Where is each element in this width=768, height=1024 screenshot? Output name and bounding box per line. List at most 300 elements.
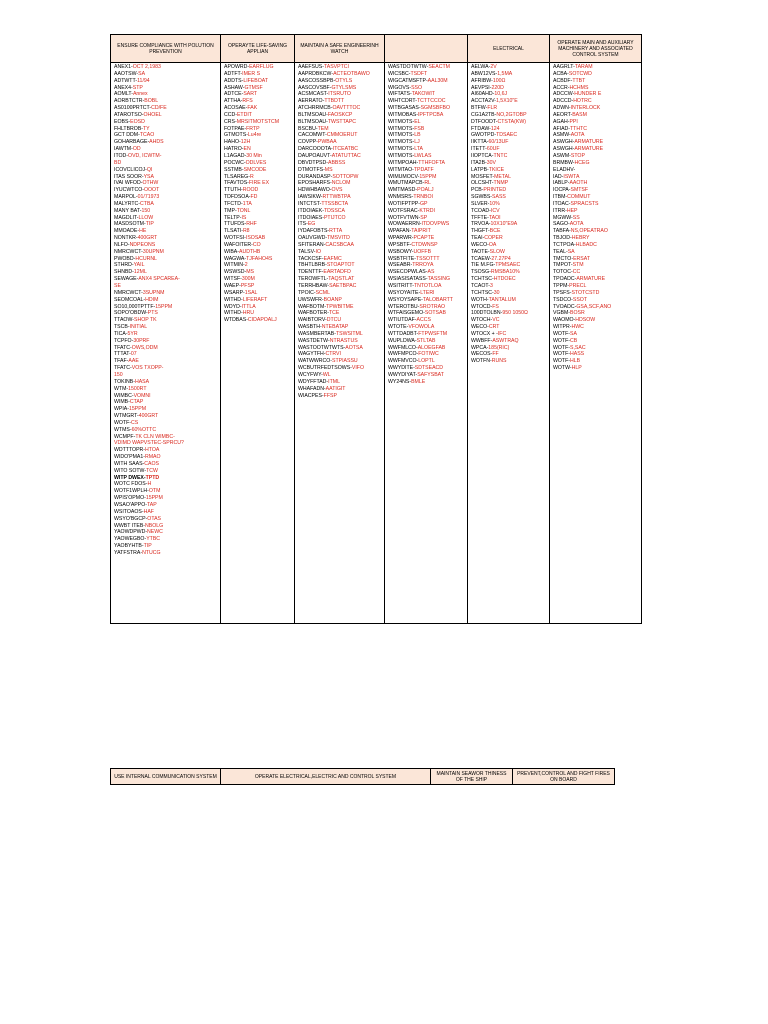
column-entries	[221, 63, 294, 324]
entry-key: ATCHRRMCB-	[298, 105, 333, 112]
entry-line	[298, 235, 382, 242]
entry-value: OTM	[148, 488, 161, 495]
entry-line	[298, 262, 382, 269]
entry-line	[471, 304, 547, 311]
entry-line	[388, 194, 465, 201]
entry-line	[114, 304, 218, 311]
entry-value: BOSR	[570, 310, 585, 317]
entry-value: ISOSAB	[245, 235, 266, 242]
entry-key: WSITOAOS-	[114, 508, 144, 515]
entry-key: L1AGAD-	[224, 152, 247, 159]
entry-line	[114, 290, 218, 297]
entry-key: AEVPSI-	[471, 84, 492, 91]
entry-value: PTS	[147, 310, 158, 317]
entry-line	[114, 529, 218, 536]
entry-key: YAOBYHTB-	[114, 543, 144, 550]
entry-value: VOMNI	[133, 392, 151, 399]
entry-line	[298, 105, 382, 112]
entry-line	[388, 187, 465, 194]
entry-line	[298, 304, 382, 311]
entry-key: UWSWFR-	[298, 296, 324, 303]
entry-key: WHAFADN-	[298, 385, 326, 392]
entry-value: TY	[143, 125, 150, 132]
entry-value: ERSAT	[573, 255, 590, 262]
entry-line	[298, 112, 382, 119]
entry-value: 400GRT	[138, 413, 159, 420]
entry-value: KTRDI	[419, 207, 435, 214]
entry-line	[224, 304, 292, 311]
entry-key: BRMBW-	[553, 159, 575, 166]
entry-line	[224, 105, 292, 112]
entry-value: TAP	[146, 502, 157, 508]
entry-line	[114, 98, 218, 105]
entry-key: WITO SOTW-	[114, 467, 147, 474]
entry-value: TCAO	[139, 132, 155, 139]
entry-line	[388, 153, 465, 160]
entry-key: YAOWDPWD-	[114, 529, 148, 536]
entry-line	[471, 71, 547, 78]
entry-value: COPER	[484, 235, 503, 242]
entry-value: MRSITMOTSTCM	[236, 118, 280, 125]
entry-line	[298, 194, 382, 201]
entry-line	[388, 85, 465, 92]
entry-value: HCHMS	[569, 84, 589, 91]
entry-value: R8	[242, 228, 250, 235]
column-header	[385, 35, 467, 63]
entry-key: WOTF1WPLH-	[114, 488, 149, 495]
entry-line	[553, 310, 639, 317]
entry-line	[298, 119, 382, 126]
entry-key: GCT DDM-	[114, 132, 140, 139]
entry-value: SMTSF	[570, 187, 589, 194]
entry-key: TSOSG-	[471, 269, 491, 276]
entry-value: CTRVI	[325, 351, 341, 358]
entry-key: EOBS-	[114, 118, 131, 125]
entry-key: WICSBC-	[388, 70, 411, 77]
entry-line	[114, 543, 218, 550]
entry-key: ITA2B-	[471, 159, 487, 166]
entry-line	[114, 221, 218, 228]
entry-value: GP	[420, 200, 428, 207]
entry-key: ITDOIAES-	[298, 214, 324, 221]
entry-key: AAEFSUS-	[298, 64, 324, 70]
entry-key: ADCCW-	[553, 91, 575, 98]
entry-value: PTIJTCO	[323, 214, 346, 221]
entry-key: WITBGASAS-	[388, 105, 421, 112]
entry-line	[298, 338, 382, 345]
entry-key: WITH SAAS-	[114, 460, 145, 467]
entry-key: HDWHBAWO-	[298, 187, 332, 194]
entry-value: Annex	[132, 91, 148, 98]
entry-value: TPDATF	[413, 166, 434, 173]
entry-line	[114, 91, 218, 98]
entry-line	[471, 324, 547, 331]
entry-key: AASCOSSBPB-	[298, 77, 336, 84]
entry-line	[298, 180, 382, 187]
entry-key: WDTTTOPR-	[114, 447, 146, 454]
entry-value: RHF	[246, 221, 257, 228]
entry-value: TK CLN WIMBC-	[135, 433, 175, 440]
entry-line	[114, 434, 218, 441]
entry-value: STLTAB	[416, 337, 436, 344]
entry-value: ISWTA	[563, 173, 580, 180]
entry-value: TARAM	[574, 64, 593, 70]
entry-key: TELTP-	[224, 214, 242, 221]
entry-value: OVD, ICWTM-	[128, 152, 162, 159]
entry-line	[298, 208, 382, 215]
entry-value: LOPTL	[418, 358, 435, 365]
entry-line	[388, 132, 465, 139]
entry-value: SAETBPAC	[329, 283, 357, 289]
entry-value: VC	[492, 317, 500, 324]
entry-key: WWBT ITEB-	[114, 522, 146, 529]
entry-line	[388, 91, 465, 98]
entry-line	[471, 249, 547, 256]
entry-key: WIMBC-	[114, 392, 134, 399]
entry-key: TOTOC-	[553, 269, 573, 276]
entry-key: ACBA-	[553, 70, 569, 77]
entry-key: ACSMCAST-	[298, 91, 329, 98]
entry-key: WOTC FDOS-	[114, 481, 148, 488]
entry-key: WTFAISGEMO-	[388, 310, 425, 317]
entry-key: AFIAD-	[553, 125, 571, 132]
entry-key: WPAFAN-	[388, 228, 412, 235]
entry-value: IMER S	[242, 70, 261, 77]
entry-value: 07	[130, 351, 137, 358]
entry-line	[388, 64, 465, 71]
entry-line	[553, 174, 639, 181]
entry-key: WMTMASD-	[388, 187, 418, 194]
entry-line	[224, 78, 292, 85]
entry-value: FFSP	[323, 392, 337, 399]
entry-line	[114, 187, 218, 194]
entry-line	[114, 310, 218, 317]
entry-key: TTUTH-	[224, 187, 243, 194]
entry-key: TTUFDS-	[224, 221, 247, 228]
entry-value: FLR	[487, 105, 498, 112]
column-entries	[295, 63, 384, 399]
entry-value: BOBL	[144, 98, 159, 105]
entry-value: TNMP	[493, 180, 509, 187]
entry-key: PWOBD-	[114, 255, 136, 262]
entry-value: STOP	[570, 152, 585, 159]
entry-key: WPIA-	[114, 406, 129, 413]
entry-value: 124	[490, 125, 500, 132]
entry-value: 150	[141, 207, 151, 214]
entry-line	[298, 372, 382, 379]
entry-value: TANTALUM	[488, 296, 516, 303]
entry-line	[298, 393, 382, 400]
entry-key: WTTDADBT-	[388, 330, 419, 337]
entry-value: SP	[420, 214, 428, 221]
entry-value: RUNS	[491, 358, 507, 365]
entry-value: TTHFOFTA	[418, 159, 445, 166]
entry-line	[114, 146, 218, 153]
entry-key: ACOSAE-	[224, 105, 248, 112]
entry-value: 15PPM	[145, 495, 163, 502]
entry-line	[114, 413, 218, 420]
entry-line	[298, 317, 382, 324]
entry-line	[471, 201, 547, 208]
entry-key: OAUVGWD-	[298, 235, 328, 242]
entry-value: NBOLG	[145, 522, 164, 529]
entry-value: TPMSAEC	[495, 262, 521, 269]
entry-key: WIMB-	[114, 399, 130, 406]
entry-key: ATTHA-	[224, 98, 243, 105]
entry-line	[114, 235, 218, 242]
entry-value: 30UPNM	[142, 248, 164, 255]
entry-value: AS	[427, 269, 435, 276]
entry-value: TJFAHO4S	[246, 255, 273, 262]
entry-value: CTSTA(KW)	[497, 118, 526, 125]
entry-line	[471, 78, 547, 85]
entry-value: TCW	[146, 467, 158, 474]
entry-value: PFSP	[240, 283, 255, 289]
entry-value: NDPEONS	[129, 241, 156, 248]
entry-key: SFITERAN-	[298, 241, 326, 248]
entry-value: HLP	[571, 365, 582, 372]
entry-line	[114, 208, 218, 215]
entry-key: WITMOTS-	[388, 118, 415, 125]
entry-line	[471, 310, 547, 317]
entry-line	[298, 91, 382, 98]
entry-key: ITOAC-	[553, 200, 571, 207]
entry-line	[114, 488, 218, 495]
entry-key: WAGWA-	[224, 255, 247, 262]
entry-key: SGWBS-	[471, 194, 493, 201]
entry-line	[553, 105, 639, 112]
entry-key: ITETT-	[471, 146, 487, 153]
entry-value: HOTRC	[573, 98, 592, 105]
entry-key: WOTW-	[553, 365, 572, 372]
entry-value: CRT	[488, 324, 500, 331]
entry-line	[388, 119, 465, 126]
entry-key: AAGRLT-	[553, 64, 575, 70]
entry-line	[388, 126, 465, 133]
entry-value: ANX4 SPCAREA-	[138, 276, 180, 283]
entry-key: AELWA-	[471, 64, 491, 70]
entry-line	[388, 249, 465, 256]
entry-value: STP	[132, 84, 143, 91]
entry-key: ANEX4-	[114, 84, 133, 91]
entry-value: NTEBATAP	[321, 324, 349, 331]
entry-line	[553, 167, 639, 174]
entry-line	[388, 372, 465, 379]
entry-key: IABLP-	[553, 180, 570, 187]
entry-key: IOCPA-	[553, 187, 571, 194]
entry-value: CMMOERUT	[326, 132, 358, 139]
entry-key: WOTFVTWN-	[388, 214, 421, 221]
entry-key: SAGO-	[553, 221, 570, 228]
entry-line	[114, 468, 218, 475]
entry-key: YATFSTRA-	[114, 549, 143, 556]
entry-line	[224, 91, 292, 98]
entry-key: TRVOA-	[471, 221, 491, 228]
entry-line	[114, 481, 218, 488]
entry-line	[114, 153, 218, 160]
entry-line	[553, 276, 639, 283]
entry-line	[471, 174, 547, 181]
entry-value: SOTSAB	[424, 310, 446, 317]
entry-value: 2	[244, 262, 248, 269]
entry-value: ARMATURE	[574, 146, 604, 153]
entry-line	[471, 235, 547, 242]
entry-key: WSEABR-	[388, 262, 413, 269]
entry-line	[298, 215, 382, 222]
entry-value: OHOEL	[143, 111, 162, 118]
entry-value: FIRE EX	[248, 180, 270, 187]
entry-key: ASWM-	[553, 152, 571, 159]
column-main-auxiliary-machinery	[550, 35, 641, 623]
entry-value: 3	[490, 283, 493, 289]
entry-value: STPIASSU	[332, 358, 358, 365]
entry-line	[114, 85, 218, 92]
entry-value: TDSSCA	[323, 207, 345, 214]
entry-value: TTBDTT	[324, 98, 345, 105]
entry-key: TFATC-	[114, 344, 132, 351]
entry-line	[471, 160, 547, 167]
entry-key: WOTF-	[553, 344, 570, 351]
entry-line	[298, 324, 382, 331]
entry-key: TTAOW-	[114, 317, 134, 324]
entry-key: WECO-	[471, 241, 489, 248]
entry-key: IYUCWTCO-	[114, 187, 144, 194]
entry-key: TBJOD-	[553, 235, 572, 242]
entry-line	[388, 290, 465, 297]
entry-value: HASA	[134, 378, 150, 385]
entry-value: IFC	[497, 330, 507, 337]
entry-value: TIP	[143, 543, 152, 550]
entry-key: WOTF-	[553, 337, 570, 344]
column-entries	[468, 63, 549, 365]
entry-key: WAFBOTM-	[298, 303, 327, 310]
entry-line	[114, 276, 218, 283]
entry-line	[553, 201, 639, 208]
entry-line	[388, 283, 465, 290]
entry-value: GSA,SCF,ANO	[576, 303, 612, 310]
entry-value: VDIMD WAPVSTEC-SPRCU?	[114, 440, 184, 447]
entry-line	[224, 262, 292, 269]
entry-key: WCMPF-	[114, 433, 136, 440]
entry-key: TABFA-	[553, 228, 571, 235]
entry-key: TCHTSC-	[471, 289, 494, 296]
entry-key: APOWRD-	[224, 64, 250, 70]
entry-key: WTIUTDAF-	[388, 317, 417, 324]
entry-value: 1,5MA	[497, 70, 513, 77]
entry-value: INTERLOCK	[570, 105, 601, 112]
entry-value: YAIL	[133, 262, 145, 269]
entry-key: WSECOPWLAS-	[388, 269, 428, 276]
seaworthiness-cell: MAINTAIN SEAWOR THINESS OF THE SHIP	[431, 769, 513, 784]
entry-key: SEWAGE-	[114, 276, 139, 283]
entry-line	[471, 351, 547, 358]
entry-value: AAOTH	[569, 180, 588, 187]
entry-key: WITMOBAS-	[388, 111, 418, 118]
entry-line	[224, 112, 292, 119]
entry-line	[471, 297, 547, 304]
entry-line	[298, 386, 382, 393]
entry-value: GTMSF	[244, 84, 263, 91]
entry-line	[298, 310, 382, 317]
entry-line	[114, 440, 218, 447]
entry-line	[224, 283, 292, 290]
entry-key: MALYRTC-	[114, 200, 141, 207]
entry-key: TLSAREG-	[224, 173, 250, 180]
entry-key: SSTMB-	[224, 166, 244, 173]
entry-line	[114, 174, 218, 181]
entry-key: WSBTFITE-	[388, 255, 416, 262]
entry-value: PRECL	[569, 283, 587, 289]
entry-key: INTCTST-	[298, 200, 322, 207]
entry-key: ATAROTSO-	[114, 111, 144, 118]
entry-value: COMMUT	[567, 194, 591, 201]
entry-value: EOSD	[130, 118, 145, 125]
entry-key: FOTPAE-	[224, 125, 247, 132]
entry-line	[298, 351, 382, 358]
entry-key: FHLTBROB-	[114, 125, 144, 132]
entry-line	[388, 365, 465, 372]
entry-key: WASTOOTWTWTS-	[298, 344, 346, 351]
entry-key: SEOMCOAL-	[114, 296, 146, 303]
entry-value: HCEG	[574, 159, 590, 166]
entry-key: DURANDASP-	[298, 173, 333, 180]
entry-key: MOSFET-	[471, 173, 495, 180]
entry-line	[553, 146, 639, 153]
entry-value: CAOS	[144, 460, 159, 467]
entry-line	[388, 310, 465, 317]
entry-line	[114, 495, 218, 502]
entry-value: SLOW	[489, 248, 505, 255]
entry-line	[114, 420, 218, 427]
entry-value: SMCODE	[243, 166, 267, 173]
entry-key: MARPOL-	[114, 194, 138, 201]
entry-line	[114, 523, 218, 530]
entry-line	[553, 338, 639, 345]
entry-line	[114, 105, 218, 112]
entry-value: 15PPM	[129, 406, 147, 413]
entry-line	[114, 228, 218, 235]
entry-line	[114, 386, 218, 393]
entry-key: ITOD-	[114, 152, 129, 159]
entry-value: LTA	[414, 146, 423, 153]
entry-value: PCAPTE	[413, 235, 435, 242]
entry-value: SGMSBFBO	[420, 105, 450, 112]
entry-value: TDSAEC	[496, 132, 518, 139]
entry-value: SDTSEACD	[414, 365, 444, 372]
entry-key: WWBFF-	[471, 337, 493, 344]
entry-value: LLOW	[138, 214, 154, 221]
column-electrical	[468, 35, 550, 623]
entry-value: 5YR	[127, 330, 138, 337]
entry-value: 3SUPNM	[142, 289, 165, 296]
entry-key: TSCB-	[114, 324, 130, 331]
column-engineering-watch-continued	[385, 35, 468, 623]
entry-key: TTTAT-	[114, 351, 131, 358]
entry-line	[114, 331, 218, 338]
entry-key: WWYDIYAT-	[388, 371, 418, 378]
entry-line	[388, 338, 465, 345]
entry-key: MMOADE-	[114, 228, 140, 235]
entry-line	[388, 317, 465, 324]
entry-line	[553, 132, 639, 139]
entry-key: DBVDTPSD-	[298, 159, 328, 166]
entry-line	[224, 317, 292, 324]
entry-key: WWFMVCO-	[388, 358, 419, 365]
entry-line	[471, 91, 547, 98]
entry-key: HATRO-	[224, 146, 244, 153]
entry-line	[471, 98, 547, 105]
entry-value: CACSBCAA	[325, 241, 354, 248]
